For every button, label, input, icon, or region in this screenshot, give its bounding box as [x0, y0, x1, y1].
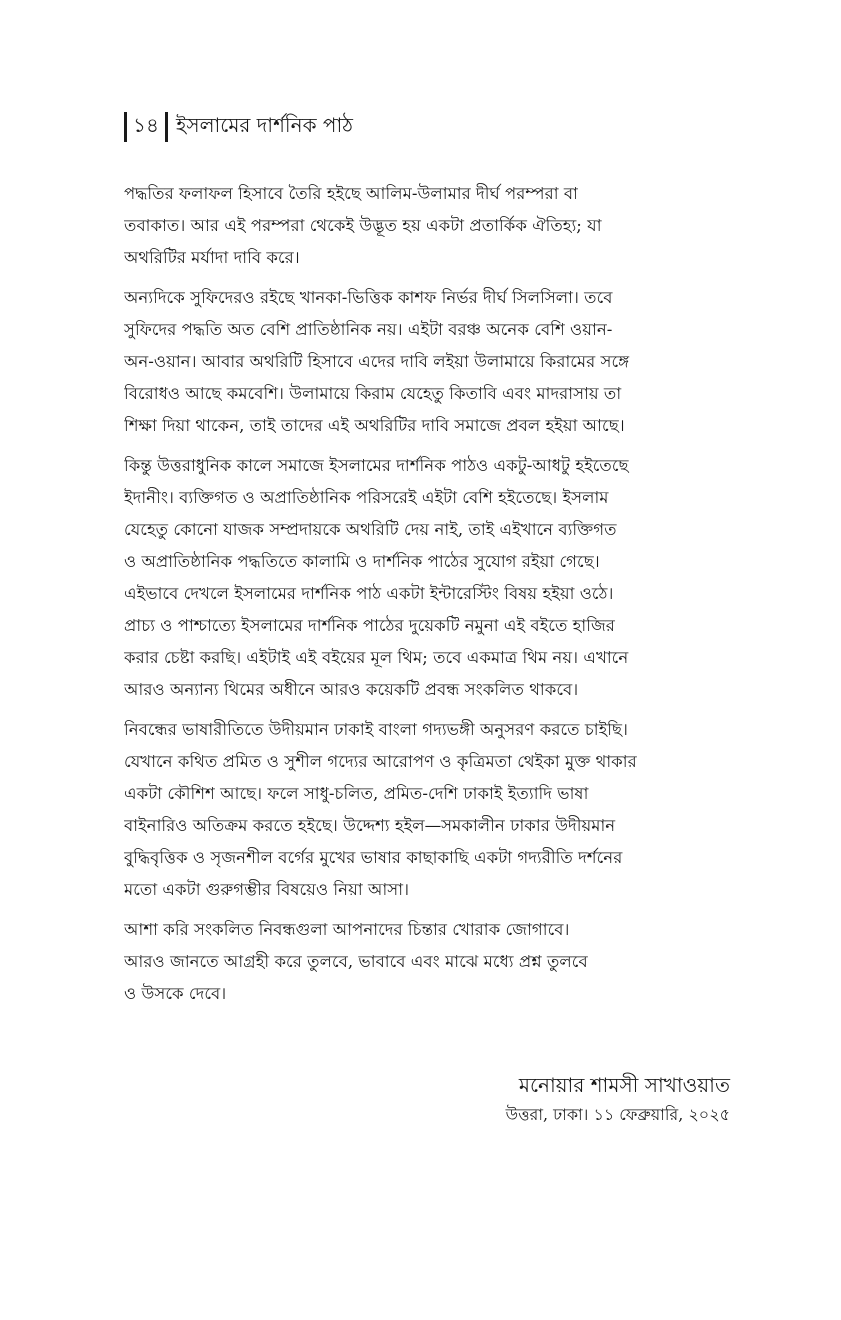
text-line: অন্যদিকে সুফিদেরও রইছে খানকা-ভিত্তিক কাশফ নির্ভর দীর্ঘ সিলসিলা। তবে [124, 288, 613, 307]
text-line: কিন্তু উত্তরাধুনিক কালে সমাজে ইসলামের দার্শনিক পাঠও একটু-আধটু হইতেছে [124, 456, 629, 475]
text-line: অন-ওয়ান। আবার অথরিটি হিসাবে এদের দাবি লইয়া উলামায়ে কিরামের সঙ্গে [124, 352, 630, 371]
text-line: প্রাচ্য ও পাশ্চাত্যে ইসলামের দার্শনিক পাঠের দুয়েকটি নমুনা এই বইতে হাজির [124, 616, 615, 635]
text-line: তবাকাত। আর এই পরম্পরা থেকেই উদ্ভূত হয় একটা প্রতার্কিক ঐতিহ্য; যা [124, 216, 602, 235]
running-header [124, 110, 353, 144]
place-and-date: উত্তরা, ঢাকা। ১১ ফেব্রুয়ারি, ২০২৫ [505, 1105, 730, 1124]
text-line: বুদ্ধিবৃত্তিক ও সৃজনশীল বর্গের মুখের ভাষার কাছাকাছি একটা গদ্যরীতি দর্শনের [124, 848, 623, 867]
paragraph-3 [124, 450, 730, 706]
text-line: ও উসকে দেবে। [124, 984, 227, 1003]
text-line: ও অপ্রাতিষ্ঠানিক পদ্ধতিতে কালামি ও দার্শনিক পাঠের সুযোগ রইয়া গেছে। [124, 552, 600, 571]
text-line: বিরোধও আছে কমবেশি। উলামায়ে কিরাম যেহেতু কিতাবি এবং মাদরাসায় তা [124, 384, 622, 403]
paragraph-2 [124, 282, 730, 442]
text-line: শিক্ষা দিয়া থাকেন, তাই তাদের এই অথরিটির দাবি সমাজে প্রবল হইয়া আছে। [124, 416, 625, 435]
text-line: এইভাবে দেখলে ইসলামের দার্শনিক পাঠ একটা ইন্টারেস্টিং বিষয় হইয়া ওঠে। [124, 584, 614, 603]
text-line: সুফিদের পদ্ধতি অত বেশি প্রাতিষ্ঠানিক নয়। এইটা বরঞ্চ অনেক বেশি ওয়ান- [124, 320, 613, 339]
text-line: বাইনারিও অতিক্রম করতে হইছে। উদ্দেশ্য হইল—সমকালীন ঢাকার উদীয়মান [124, 816, 616, 835]
text-line: নিবন্ধের ভাষারীতিতে উদীয়মান ঢাকাই বাংলা গদ্যভঙ্গী অনুসরণ করতে চাইছি। [124, 720, 628, 739]
page-number: ১৪ [133, 112, 159, 137]
text-line: যেহেতু কোনো যাজক সম্প্রদায়কে অথরিটি দেয় নাই, তাই এইখানে ব্যক্তিগত [124, 520, 617, 539]
text-line: ইদানীং। ব্যক্তিগত ও অপ্রাতিষ্ঠানিক পরিসরেই এইটা বেশি হইতেছে। ইসলাম [124, 488, 609, 507]
text-line: পদ্ধতির ফলাফল হিসাবে তৈরি হইছে আলিম-উলামার দীর্ঘ পরম্পরা বা [124, 184, 578, 203]
text-line: একটা কৌশিশ আছে। ফলে সাধু-চলিত, প্রমিত-দেশি ঢাকাই ইত্যাদি ভাষা [124, 784, 589, 803]
text-line: যেখানে কথিত প্রমিত ও সুশীল গদ্যের আরোপণ ও কৃত্রিমতা থেইকা মুক্ত থাকার [124, 752, 637, 771]
paragraph-5 [124, 914, 730, 1010]
text-line: অথরিটির মর্যাদা দাবি করে। [124, 248, 300, 267]
text-line: আরও অন্যান্য থিমের অধীনে আরও কয়েকটি প্রবন্ধ সংকলিত থাকবে। [124, 680, 579, 699]
paragraph-1 [124, 178, 730, 274]
book-title: ইসলামের দার্শনিক পাঠ [175, 112, 354, 137]
paragraph-4 [124, 714, 730, 906]
text-line: করার চেষ্টা করছি। এইটাই এই বইয়ের মূল থিম; তবে একমাত্র থিম নয়। এখানে [124, 648, 629, 667]
author-name: মনোয়ার শামসী সাখাওয়াত [518, 1073, 730, 1097]
signature-block [506, 1068, 730, 1128]
text-line: আশা করি সংকলিত নিবন্ধগুলা আপনাদের চিন্তার খোরাক জোগাবে। [124, 920, 570, 939]
body-text [124, 178, 730, 1018]
text-line: মতো একটা গুরুগম্ভীর বিষয়েও নিয়া আসা। [124, 880, 410, 899]
text-line: আরও জানতে আগ্রহী করে তুলবে, ভাবাবে এবং মাঝে মধ্যে প্রশ্ন তুলবে [124, 952, 588, 971]
